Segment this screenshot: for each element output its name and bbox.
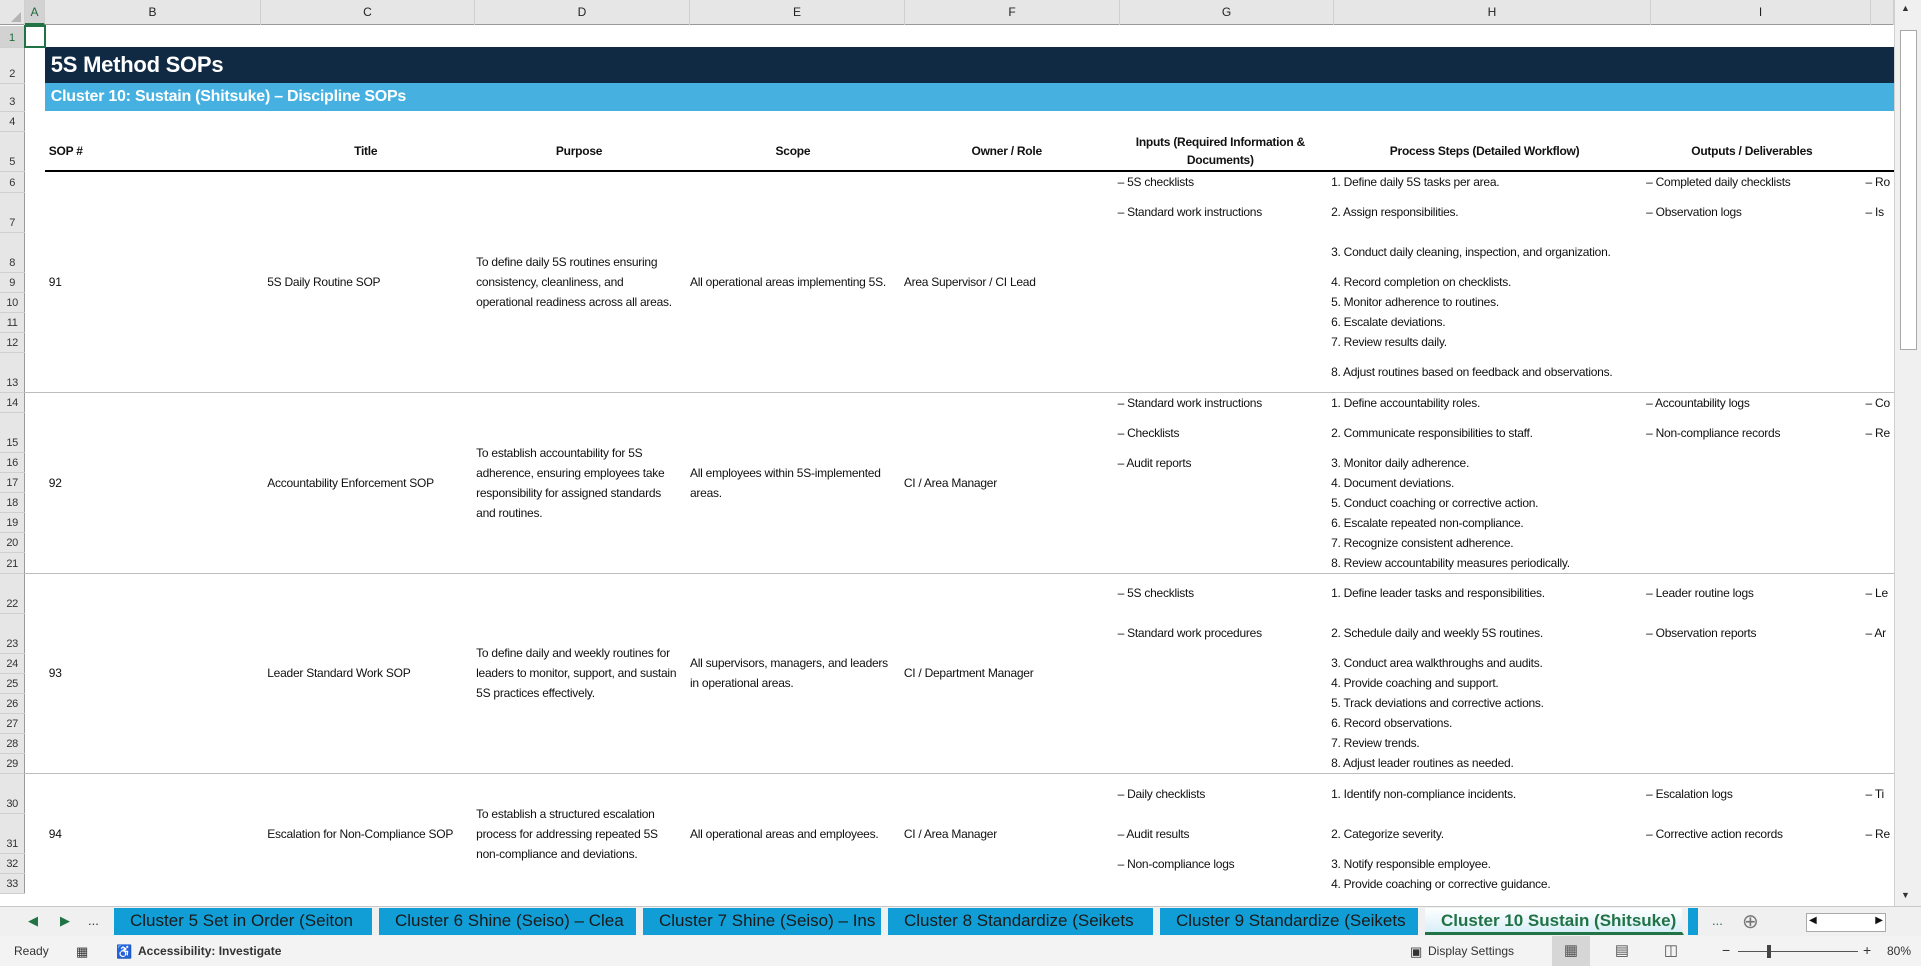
sheet-tab-9[interactable]: Cluster 9 Standardize (Seikets bbox=[1160, 908, 1420, 935]
sop-extra-partial[interactable]: – Ti bbox=[1865, 786, 1884, 801]
sop-step[interactable]: 2. Categorize severity. bbox=[1331, 826, 1444, 841]
column-header-e[interactable]: E bbox=[690, 0, 905, 25]
row-header[interactable]: 21 bbox=[0, 553, 25, 574]
sop-owner[interactable]: CI / Area Manager bbox=[903, 826, 997, 841]
sop-output[interactable] bbox=[1642, 453, 1861, 473]
sop-input[interactable] bbox=[1114, 753, 1327, 774]
sop-step[interactable]: 3. Conduct daily cleaning, inspection, and organization. bbox=[1331, 245, 1611, 259]
sop-step[interactable]: 2. Assign responsibilities. bbox=[1331, 205, 1459, 219]
sop-input[interactable] bbox=[1114, 693, 1327, 713]
sop-title[interactable]: Escalation for Non-Compliance SOP bbox=[267, 826, 454, 841]
column-title[interactable]: Process Steps (Detailed Workflow) bbox=[1327, 131, 1642, 171]
sop-input[interactable]: – Checklists bbox=[1117, 425, 1180, 440]
sop-step[interactable]: 2. Schedule daily and weekly 5S routines. bbox=[1331, 626, 1543, 640]
display-settings-button[interactable]: Display Settings bbox=[1428, 944, 1515, 958]
sop-extra-partial[interactable] bbox=[1862, 553, 1894, 574]
sop-step[interactable]: 8. Adjust routines based on feedback and observations. bbox=[1327, 352, 1642, 392]
row-header[interactable]: 22 bbox=[0, 573, 25, 613]
sheet-table bbox=[0, 25, 1894, 894]
column-title-partial[interactable] bbox=[1862, 131, 1894, 171]
scroll-right-icon[interactable]: ▶ bbox=[1875, 915, 1883, 926]
row-header[interactable]: 25 bbox=[0, 673, 25, 693]
table-row bbox=[0, 171, 1894, 192]
sop-title[interactable]: Accountability Enforcement SOP bbox=[259, 392, 472, 573]
sop-output[interactable] bbox=[1642, 874, 1861, 894]
sop-number[interactable]: 93 bbox=[45, 573, 259, 774]
sop-number[interactable]: 94 bbox=[48, 826, 62, 841]
sop-output[interactable] bbox=[1642, 232, 1861, 272]
sop-output[interactable] bbox=[1642, 292, 1861, 312]
row-header[interactable]: 20 bbox=[0, 533, 25, 553]
sop-step[interactable]: 6. Record observations. bbox=[1331, 716, 1453, 730]
sop-output[interactable] bbox=[1642, 493, 1861, 513]
sop-input[interactable] bbox=[1114, 473, 1327, 493]
sop-scope[interactable]: All supervisors, managers, and leaders in operational areas. bbox=[686, 573, 900, 774]
sop-step[interactable]: 3. Conduct area walkthroughs and audits. bbox=[1331, 656, 1543, 670]
sop-step[interactable]: 1. Identify non-compliance incidents. bbox=[1331, 786, 1516, 801]
vertical-scrollbar[interactable] bbox=[1894, 0, 1921, 906]
sop-output[interactable] bbox=[1642, 352, 1861, 392]
empty-row[interactable] bbox=[25, 111, 1894, 131]
sop-output[interactable]: – Leader routine logs bbox=[1646, 586, 1754, 601]
cell[interactable] bbox=[25, 171, 45, 392]
sheet-tab-8[interactable]: Cluster 8 Standardize (Seikets bbox=[888, 908, 1155, 935]
sop-step[interactable]: 5. Track deviations and corrective actions. bbox=[1331, 696, 1544, 710]
sop-extra-partial[interactable] bbox=[1862, 693, 1894, 713]
sop-input[interactable] bbox=[1114, 272, 1327, 292]
column-header-a[interactable]: A bbox=[25, 0, 45, 25]
row-header[interactable]: 6 bbox=[0, 171, 25, 192]
row-header[interactable]: 4 bbox=[0, 111, 25, 131]
row-header[interactable]: 26 bbox=[0, 693, 25, 713]
sop-step[interactable]: 7. Review results daily. bbox=[1331, 335, 1447, 349]
sop-extra-partial[interactable] bbox=[1862, 874, 1894, 894]
sop-step[interactable]: 8. Review accountability measures periodically. bbox=[1327, 553, 1642, 574]
row-header[interactable]: 24 bbox=[0, 653, 25, 673]
row-header[interactable]: 13 bbox=[0, 352, 25, 392]
sop-step[interactable]: 7. Review trends. bbox=[1331, 736, 1420, 750]
sop-extra-partial[interactable] bbox=[1862, 352, 1894, 392]
row-header[interactable]: 33 bbox=[0, 874, 25, 894]
sop-extra-partial[interactable]: – Is bbox=[1865, 205, 1884, 219]
sop-output[interactable] bbox=[1642, 312, 1861, 332]
row-header[interactable]: 9 bbox=[0, 272, 25, 292]
sop-output[interactable]: – Escalation logs bbox=[1646, 786, 1733, 801]
accessibility-icon[interactable]: ♿ bbox=[116, 944, 133, 959]
status-ready: Ready bbox=[14, 944, 49, 958]
sheet-tab-5[interactable]: Cluster 5 Set in Order (Seiton bbox=[114, 908, 374, 935]
sop-input[interactable]: – Daily checklists bbox=[1117, 786, 1206, 801]
horizontal-scrollbar[interactable] bbox=[1806, 913, 1886, 932]
sop-extra-partial[interactable] bbox=[1862, 713, 1894, 733]
sop-output[interactable] bbox=[1642, 673, 1861, 693]
sop-input[interactable]: – Audit results bbox=[1117, 826, 1190, 841]
column-header-b[interactable]: B bbox=[45, 0, 261, 25]
sop-extra-partial[interactable] bbox=[1862, 513, 1894, 533]
cell[interactable] bbox=[25, 392, 45, 573]
sop-input[interactable] bbox=[1114, 733, 1327, 753]
sop-input[interactable]: – Standard work instructions bbox=[1117, 395, 1262, 410]
sop-extra-partial[interactable] bbox=[1862, 272, 1894, 292]
sop-step[interactable]: 3. Monitor daily adherence. bbox=[1331, 455, 1470, 470]
scroll-up-icon[interactable]: ▲ bbox=[1901, 3, 1910, 13]
status-bar bbox=[0, 936, 1921, 966]
sop-step[interactable]: 6. Escalate deviations. bbox=[1331, 315, 1446, 329]
sop-scope[interactable]: All operational areas implementing 5S. bbox=[686, 171, 900, 392]
sop-output[interactable] bbox=[1642, 854, 1861, 874]
zoom-out-button[interactable]: − bbox=[1722, 942, 1731, 958]
sop-input[interactable] bbox=[1114, 292, 1327, 312]
column-title[interactable]: Outputs / Deliverables bbox=[1642, 131, 1861, 171]
row-header[interactable]: 3 bbox=[0, 83, 25, 111]
row-header[interactable]: 19 bbox=[0, 513, 25, 533]
row-header[interactable]: 11 bbox=[0, 312, 25, 332]
accessibility-status[interactable]: Accessibility: Investigate bbox=[138, 944, 282, 958]
zoom-slider-thumb[interactable] bbox=[1767, 945, 1771, 958]
sop-input[interactable] bbox=[1114, 874, 1327, 894]
row-header[interactable]: 31 bbox=[0, 814, 25, 854]
sop-input[interactable] bbox=[1114, 653, 1327, 673]
sop-output[interactable] bbox=[1642, 753, 1861, 774]
table-row bbox=[0, 573, 1894, 613]
tab-more-right[interactable]: ... bbox=[1712, 913, 1723, 928]
row-header[interactable]: 30 bbox=[0, 774, 25, 814]
row-header[interactable]: 8 bbox=[0, 232, 25, 272]
row-header[interactable]: 14 bbox=[0, 392, 25, 413]
sop-step[interactable]: 8. Adjust leader routines as needed. bbox=[1327, 753, 1642, 774]
sop-input[interactable] bbox=[1114, 553, 1327, 574]
sop-step[interactable]: 5. Conduct coaching or corrective action. bbox=[1331, 495, 1539, 510]
normal-view-icon[interactable]: ▦ bbox=[1552, 936, 1590, 966]
zoom-level[interactable]: 80% bbox=[1887, 944, 1912, 958]
sop-extra-partial[interactable] bbox=[1862, 733, 1894, 753]
sop-output[interactable]: – Accountability logs bbox=[1646, 395, 1750, 410]
row-header[interactable]: 7 bbox=[0, 192, 25, 232]
sop-input[interactable]: – 5S checklists bbox=[1117, 586, 1194, 601]
sop-extra-partial[interactable] bbox=[1862, 453, 1894, 473]
tab-prev-icon[interactable]: ◀ bbox=[28, 913, 38, 928]
sop-output[interactable] bbox=[1642, 332, 1861, 352]
row-header[interactable]: 23 bbox=[0, 613, 25, 653]
sop-input[interactable] bbox=[1114, 232, 1327, 272]
column-headers bbox=[0, 0, 1894, 25]
macro-icon[interactable]: ▦ bbox=[76, 944, 89, 959]
row-header[interactable]: 27 bbox=[0, 713, 25, 733]
sop-input[interactable] bbox=[1114, 332, 1327, 352]
sop-step[interactable]: 4. Provide coaching and support. bbox=[1331, 676, 1499, 690]
sop-owner[interactable]: Area Supervisor / CI Lead bbox=[900, 171, 1114, 392]
table-row bbox=[0, 392, 1894, 413]
sop-number[interactable]: 91 bbox=[45, 171, 259, 392]
sop-extra-partial[interactable] bbox=[1862, 673, 1894, 693]
row-header[interactable]: 10 bbox=[0, 292, 25, 312]
sop-step[interactable]: 7. Recognize consistent adherence. bbox=[1331, 535, 1514, 550]
sop-output[interactable] bbox=[1642, 473, 1861, 493]
sop-input[interactable]: – Standard work instructions bbox=[1117, 205, 1262, 219]
sop-extra-partial[interactable] bbox=[1862, 753, 1894, 774]
tab-next-icon[interactable]: ▶ bbox=[60, 913, 70, 928]
sop-extra-partial[interactable] bbox=[1862, 653, 1894, 673]
sop-step[interactable]: 3. Notify responsible employee. bbox=[1331, 856, 1491, 871]
sop-scope[interactable]: All employees within 5S-implemented areas. bbox=[686, 392, 900, 573]
sop-step[interactable]: 4. Record completion on checklists. bbox=[1331, 275, 1512, 289]
column-title[interactable]: Inputs (Required Information & Documents) bbox=[1114, 131, 1327, 171]
sheet-tab-7[interactable]: Cluster 7 Shine (Seiso) – Ins bbox=[643, 908, 883, 935]
column-header-g[interactable]: G bbox=[1120, 0, 1334, 25]
table-row bbox=[0, 774, 1894, 814]
zoom-in-button[interactable]: + bbox=[1863, 942, 1872, 958]
sop-output[interactable] bbox=[1642, 653, 1861, 673]
sop-step[interactable]: 1. Define accountability roles. bbox=[1331, 395, 1481, 410]
cell[interactable] bbox=[25, 83, 45, 111]
sop-extra-partial[interactable] bbox=[1862, 312, 1894, 332]
row-header[interactable]: 12 bbox=[0, 332, 25, 352]
sop-extra-partial[interactable] bbox=[1862, 473, 1894, 493]
sop-output[interactable] bbox=[1642, 533, 1861, 553]
cell-a1-selected[interactable] bbox=[25, 26, 45, 47]
sheet-tab-6[interactable]: Cluster 6 Shine (Seiso) – Clea bbox=[379, 908, 638, 935]
sop-extra-partial[interactable]: – Re bbox=[1865, 425, 1890, 440]
sop-output[interactable]: – Corrective action records bbox=[1646, 826, 1783, 841]
scroll-down-icon[interactable]: ▼ bbox=[1901, 890, 1910, 900]
column-header-d[interactable]: D bbox=[475, 0, 690, 25]
sop-output[interactable] bbox=[1642, 272, 1861, 292]
sop-input[interactable] bbox=[1114, 533, 1327, 553]
row-header[interactable]: 2 bbox=[0, 47, 25, 83]
sop-owner[interactable]: CI / Department Manager bbox=[900, 573, 1114, 774]
page-layout-view-icon[interactable]: ▤ bbox=[1614, 942, 1630, 959]
column-title[interactable]: Scope bbox=[686, 131, 900, 171]
sop-input[interactable] bbox=[1114, 312, 1327, 332]
sop-output[interactable] bbox=[1642, 553, 1861, 574]
sop-extra-partial[interactable] bbox=[1862, 533, 1894, 553]
page-break-view-icon[interactable]: ◫ bbox=[1663, 942, 1679, 959]
sop-output[interactable]: – Observation logs bbox=[1646, 205, 1742, 219]
sop-extra-partial[interactable]: – Ro bbox=[1865, 175, 1890, 189]
sop-extra-partial[interactable]: – Re bbox=[1865, 826, 1890, 841]
sop-extra-partial[interactable]: – Ar bbox=[1865, 626, 1886, 640]
sop-output[interactable] bbox=[1642, 713, 1861, 733]
sheet-title[interactable]: 5S Method SOPs bbox=[45, 47, 1894, 83]
sop-input[interactable] bbox=[1114, 493, 1327, 513]
sop-extra-partial[interactable] bbox=[1862, 232, 1894, 272]
column-title[interactable]: Purpose bbox=[472, 131, 686, 171]
column-title[interactable]: Owner / Role bbox=[900, 131, 1114, 171]
sop-extra-partial[interactable] bbox=[1862, 292, 1894, 312]
sop-number[interactable]: 92 bbox=[45, 392, 259, 573]
row-header[interactable]: 16 bbox=[0, 453, 25, 473]
column-header-partial[interactable] bbox=[1871, 0, 1894, 25]
sop-output[interactable]: – Completed daily checklists bbox=[1646, 175, 1791, 189]
sop-output[interactable] bbox=[1642, 693, 1861, 713]
sop-purpose[interactable]: To define daily 5S routines ensuring consistency, cleanliness, and operational readiness across all areas. bbox=[472, 171, 686, 392]
sop-step[interactable]: 4. Provide coaching or corrective guidance. bbox=[1331, 876, 1551, 891]
row-header[interactable]: 1 bbox=[0, 26, 25, 47]
column-header-h[interactable]: H bbox=[1334, 0, 1651, 25]
row-header[interactable]: 29 bbox=[0, 753, 25, 774]
sop-step[interactable]: 2. Communicate responsibilities to staff. bbox=[1331, 425, 1533, 440]
row-header[interactable]: 18 bbox=[0, 493, 25, 513]
sop-extra-partial[interactable] bbox=[1862, 332, 1894, 352]
scroll-left-icon[interactable]: ◀ bbox=[1809, 915, 1817, 926]
sop-input[interactable]: – 5S checklists bbox=[1117, 175, 1194, 189]
sheet-tab-bar bbox=[0, 906, 1921, 936]
row-header[interactable]: 28 bbox=[0, 733, 25, 753]
column-header-i[interactable]: I bbox=[1651, 0, 1871, 25]
sop-extra-partial[interactable] bbox=[1862, 493, 1894, 513]
scroll-thumb[interactable] bbox=[1900, 30, 1917, 350]
column-header-f[interactable]: F bbox=[905, 0, 1120, 25]
sop-extra-partial[interactable] bbox=[1862, 854, 1894, 874]
sop-step[interactable]: 1. Define leader tasks and responsibilities. bbox=[1331, 586, 1545, 601]
column-header-c[interactable]: C bbox=[261, 0, 475, 25]
sop-scope[interactable]: All operational areas and employees. bbox=[689, 826, 879, 841]
worksheet-grid[interactable] bbox=[0, 25, 1894, 906]
sop-purpose[interactable]: To establish accountability for 5S adherence, ensuring employees take responsibility for assigned standards and routines. bbox=[472, 392, 686, 573]
sheet-subtitle[interactable]: Cluster 10: Sustain (Shitsuke) – Discipline SOPs bbox=[45, 83, 1894, 111]
cell[interactable] bbox=[25, 131, 45, 171]
sop-purpose[interactable]: To define daily and weekly routines for leaders to monitor, support, and sustain 5S practices effectively. bbox=[472, 573, 686, 774]
sheet-tab-10[interactable]: Cluster 10 Sustain (Shitsuke) bbox=[1425, 908, 1684, 935]
tab-more-left[interactable]: ... bbox=[88, 913, 99, 928]
tab-partial[interactable] bbox=[1688, 908, 1700, 935]
sop-output[interactable] bbox=[1642, 733, 1861, 753]
select-all-button[interactable] bbox=[0, 0, 25, 25]
sop-input[interactable]: – Non-compliance logs bbox=[1117, 856, 1235, 871]
column-title[interactable]: SOP # bbox=[45, 131, 259, 171]
zoom-slider[interactable] bbox=[1738, 951, 1858, 952]
sop-input[interactable] bbox=[1114, 513, 1327, 533]
sop-step[interactable]: 4. Document deviations. bbox=[1331, 475, 1455, 490]
empty-row[interactable] bbox=[45, 26, 1894, 47]
sop-input[interactable] bbox=[1114, 352, 1327, 392]
cell[interactable] bbox=[25, 47, 45, 83]
sop-extra-partial[interactable]: – Co bbox=[1865, 395, 1890, 410]
sop-step[interactable]: 5. Monitor adherence to routines. bbox=[1331, 295, 1499, 309]
sop-input[interactable]: – Standard work procedures bbox=[1117, 626, 1262, 640]
column-title[interactable]: Title bbox=[259, 131, 472, 171]
sop-input[interactable] bbox=[1114, 673, 1327, 693]
sop-input[interactable] bbox=[1114, 713, 1327, 733]
sop-input[interactable]: – Audit reports bbox=[1117, 455, 1192, 470]
sop-output[interactable] bbox=[1642, 513, 1861, 533]
sop-owner[interactable]: CI / Area Manager bbox=[900, 392, 1114, 573]
new-sheet-icon[interactable]: ⊕ bbox=[1742, 911, 1759, 933]
row-header[interactable]: 15 bbox=[0, 413, 25, 453]
sop-step[interactable]: 1. Define daily 5S tasks per area. bbox=[1331, 175, 1500, 189]
sop-purpose[interactable]: To establish a structured escalation process for addressing repeated 5S non-compliance and deviations. bbox=[476, 806, 658, 861]
cell[interactable] bbox=[25, 774, 45, 894]
sop-output[interactable]: – Observation reports bbox=[1646, 626, 1757, 640]
row-header[interactable]: 17 bbox=[0, 473, 25, 493]
display-settings-icon[interactable]: ▣ bbox=[1410, 944, 1423, 959]
sop-title[interactable]: 5S Daily Routine SOP bbox=[259, 171, 472, 392]
row-header[interactable]: 32 bbox=[0, 854, 25, 874]
sop-extra-partial[interactable]: – Le bbox=[1865, 586, 1888, 601]
cell[interactable] bbox=[25, 573, 45, 774]
sop-title[interactable]: Leader Standard Work SOP bbox=[259, 573, 472, 774]
sop-output[interactable]: – Non-compliance records bbox=[1646, 425, 1781, 440]
sop-step[interactable]: 6. Escalate repeated non-compliance. bbox=[1331, 515, 1524, 530]
row-header[interactable]: 5 bbox=[0, 131, 25, 171]
